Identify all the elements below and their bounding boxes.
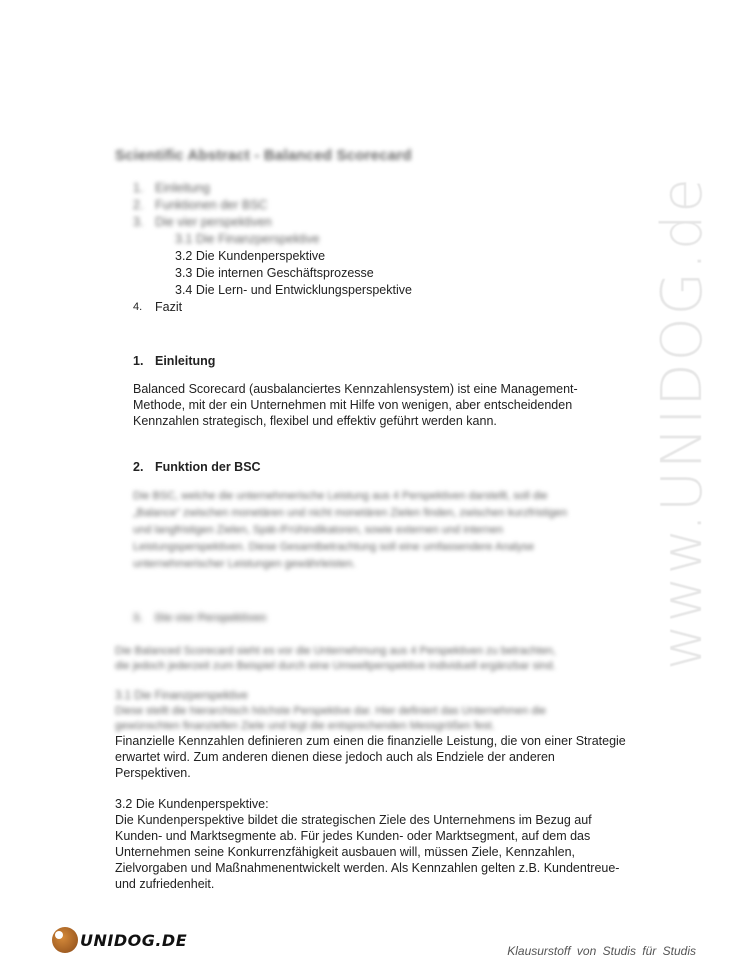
logo-text: UNIDOG.DE [80,930,188,950]
toc-subitem: 3.1 Die Finanzperspektive [175,232,320,246]
paragraph-kunden: Die Kundenperspektive bildet die strategischen Ziele des Unternehmens im Bezug auf Kunden- und Marktsegmente ab. Für jedes Kunden- oder Marktsegment, auf dem das Unternehmen seine Konkurrenzfähigkeit ausbauen will, müssen Ziele, Kennzahlen, Zielvorgaben und Maßnahmenentwickelt werden. Als Kennzahlen gelten z.B. Kundentreue- und zufriedenheit. [115,813,620,891]
toc-subitem: 3.3 Die internen Geschäftsprozesse [175,266,374,280]
unidog-logo [52,927,187,953]
toc-subitem: 3.2 Die Kundenperspektive [175,249,326,263]
dog-mascot-icon [52,927,78,953]
paragraph-funktion: Die BSC, welche die unternehmerische Leistung aus 4 Perspektiven darstellt, soll die „Balance“ zwischen monetären und nicht monetären Zielen finden, zwischen kurzfristigen und langfristigen Zielen, Spät-/Frühindikatoren, sowie externen und internen Leistungsperspektiven. Diese Gesamtbetrachtung soll eine umfassendere Analyse unternehmerischer Leistungen gewährleisten. [133,490,568,570]
watermark: www.UNIDOG.de [650,176,715,670]
toc-subitem: 3.4 Die Lern- und Entwicklungsperspektive [175,283,412,297]
paragraph-perspektiven-intro: Die Balanced Scorecard sieht es vor die Unternehmung aus 4 Perspektiven zu betrachten, die jedoch jederzeit zum Beispiel durch eine Umweltperspektive individuell ergänzbar sind. [115,645,556,672]
finanz-heading: 3.1 Die Finanzperspektive [115,690,248,702]
document-title: Scientific Abstract - Balanced Scorecard [115,147,412,164]
section-heading-einleitung: 1. Einleitung [133,354,216,368]
paragraph-finanz: Finanzielle Kennzahlen definieren zum einen die finanzielle Leistung, die von einer Strategie erwartet wird. Zum anderen dienen diese jedoch auch als Endziele der anderen Perspektiven. [115,734,626,780]
paragraph-einleitung: Balanced Scorecard (ausbalanciertes Kennzahlensystem) ist eine Management- Methode, mit der ein Unternehmen mit Hilfe von wenigen, aber entscheidenden Kennzahlen strategisch, flexibel und effektiv geführt werden kann. [133,382,578,428]
table-of-contents [133,180,412,316]
footer-tagline: Klausurstoff von Studis für Studis [507,944,696,958]
toc-item: 1. Einleitung [133,181,210,195]
kunden-heading: 3.2 Die Kundenperspektive: [115,797,269,811]
toc-item: 3. Die vier perspektiven [133,215,272,229]
section-heading-funktion: 2. Funktion der BSC [133,460,261,474]
section-heading-perspektiven: 3. Die vier Perspektiven [133,612,267,624]
toc-item: 4. Fazit [133,300,183,314]
paragraph-finanz-blurred: Diese stellt die hierarchisch höchste Perspektive dar. Hier definiert das Unternehmen die gewünschten finanziellen Ziele und legt die entsprechenden Messgrößen fest. [115,705,547,732]
toc-item: 2. Funktionen der BSC [133,198,268,212]
